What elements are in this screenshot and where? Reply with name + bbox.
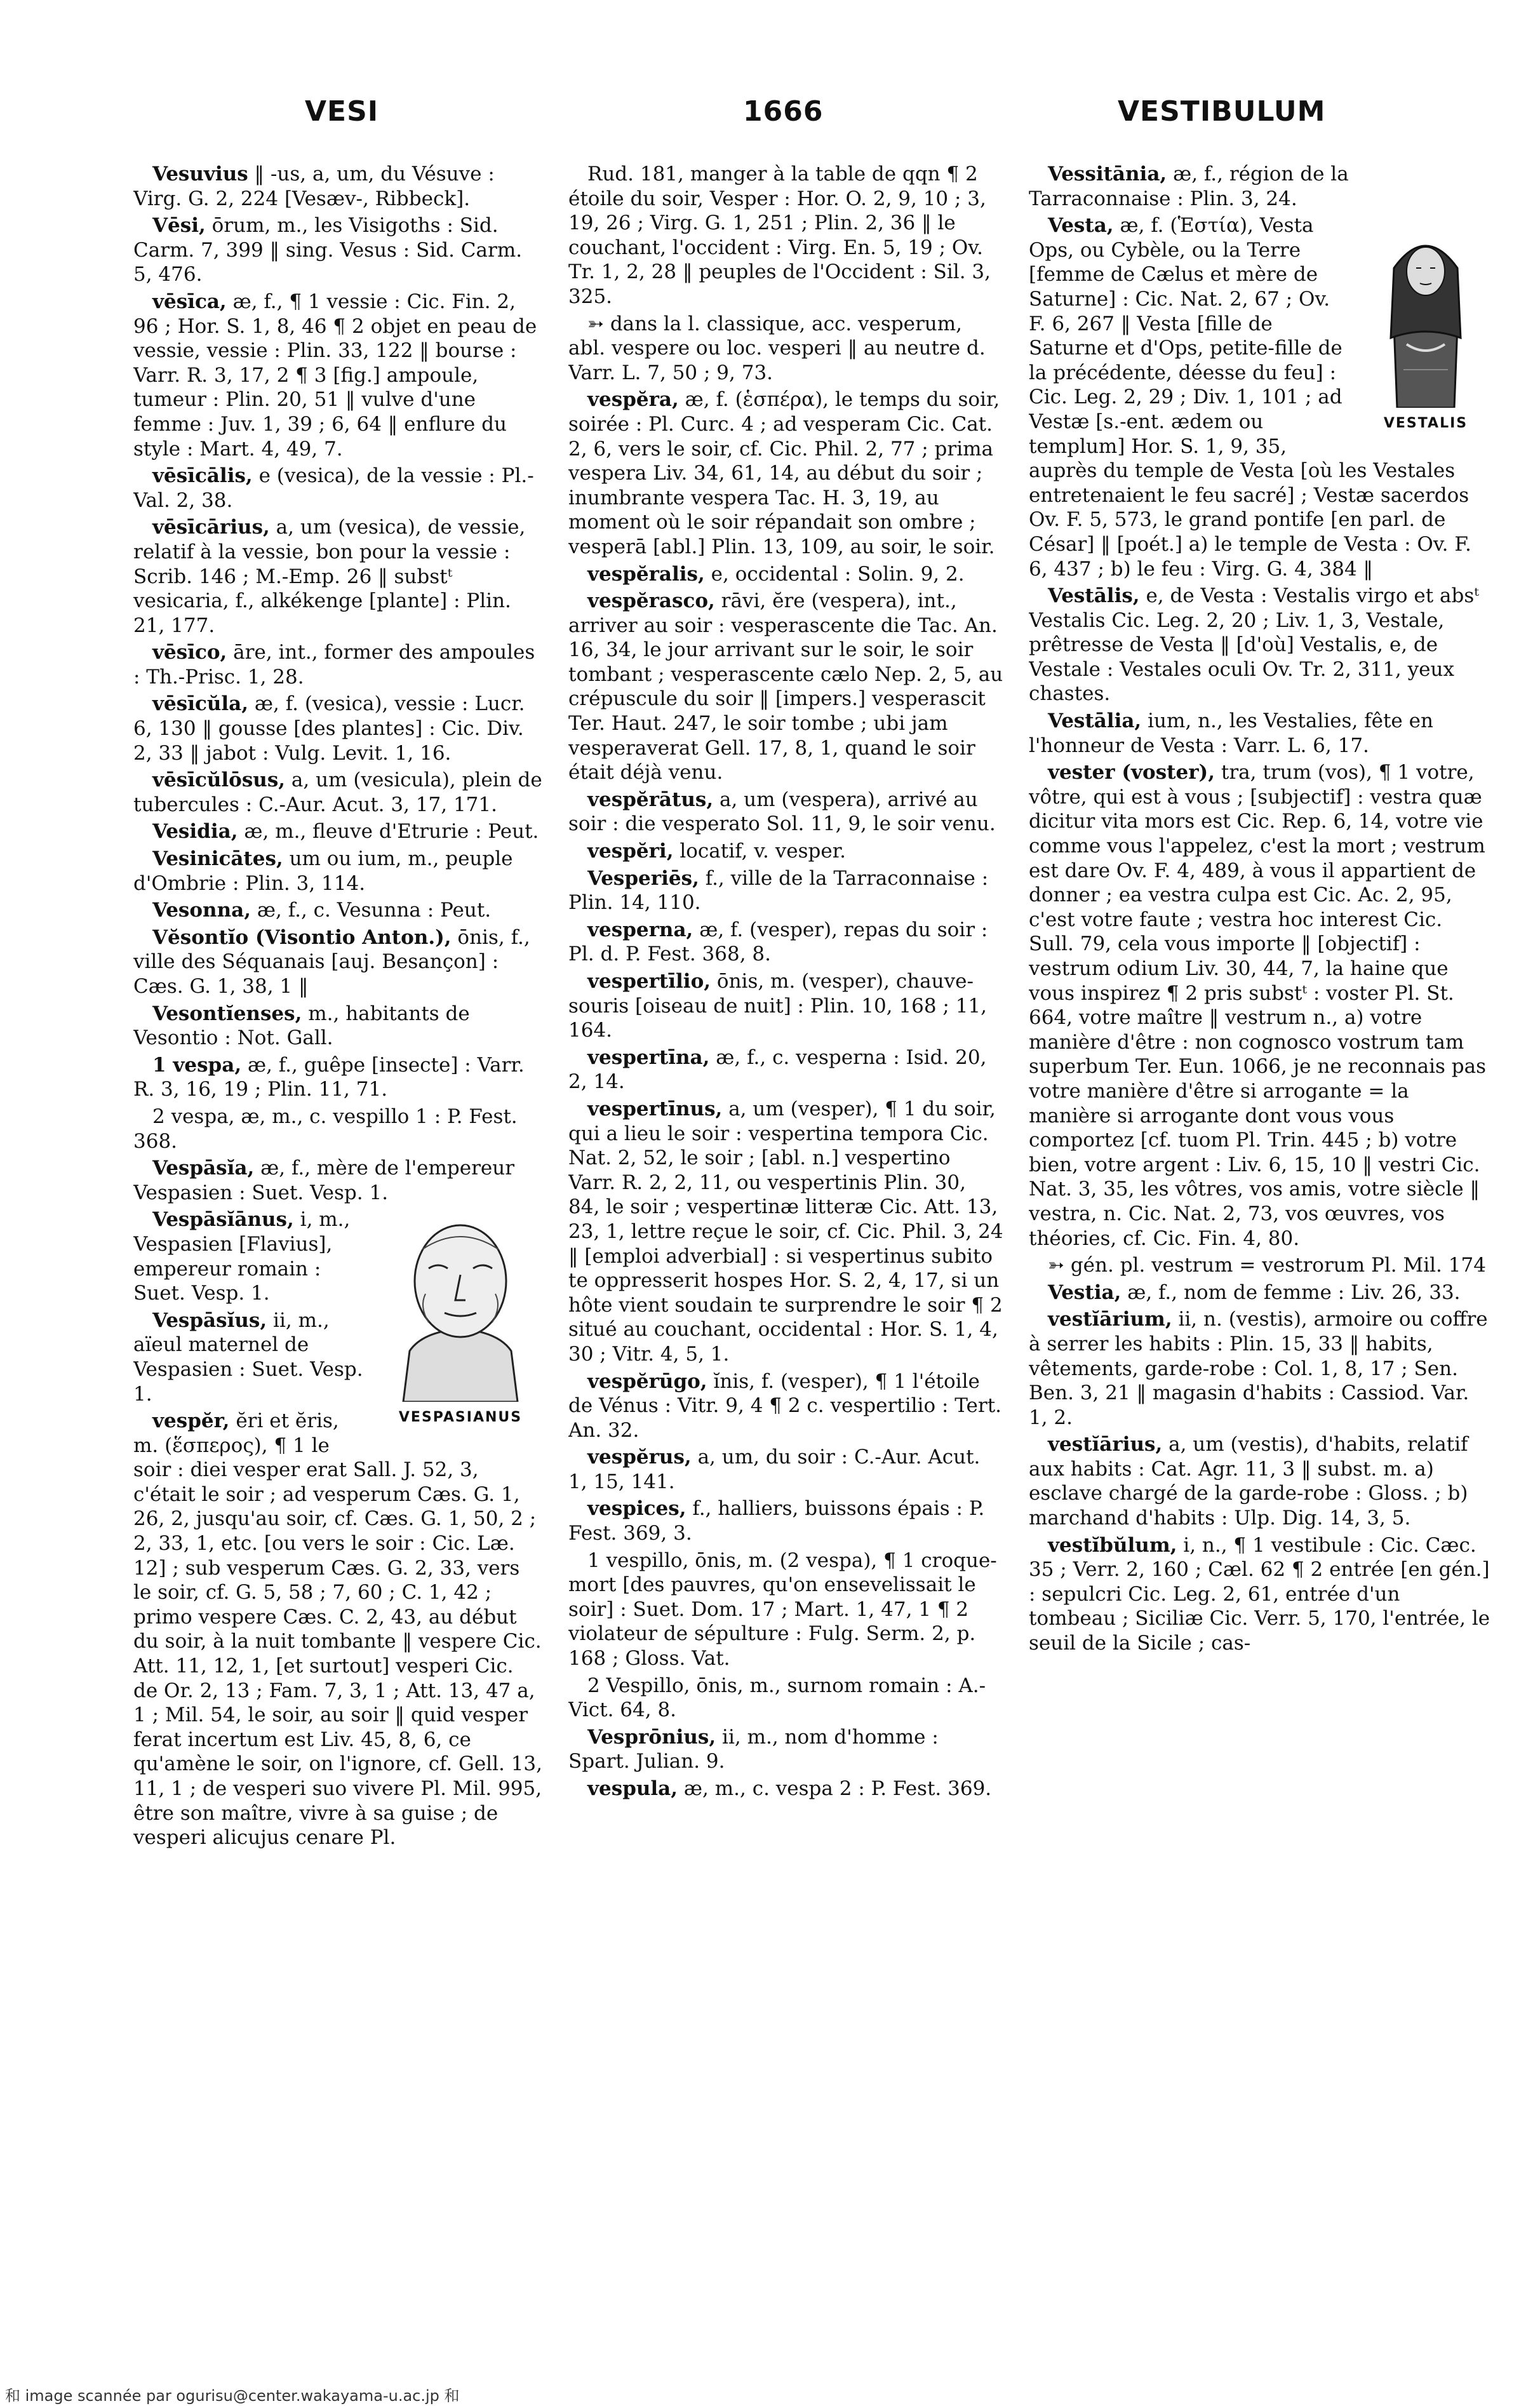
entry-headword: Vesperiēs, [587,866,699,890]
dictionary-entry [133,925,543,999]
scan-credit: 和 image scannée par ogurisu@center.wakayama-u.ac.jp 和 [5,2387,460,2405]
dictionary-entry [133,464,543,513]
dictionary-entry [568,1777,1003,1801]
entry-definition: a, um (vesicula), plein de tubercules : C.-Aur. Acut. 3, 17, 171. [133,769,542,816]
entry-definition: æ, m., c. vespa 2 : P. Fest. 369. [678,1777,992,1800]
dictionary-entry [133,1002,543,1051]
entry-definition: ➳ gén. pl. vestrum = vestrorum Pl. Mil. 174 [1048,1254,1486,1277]
entry-headword: Vestia, [1048,1280,1122,1304]
entry-definition: æ, f., c. Vesunna : Peut. [251,899,492,922]
dictionary-entry [133,1053,543,1102]
entry-headword: vespertīnus, [587,1097,723,1120]
entry-headword: vēsīcārius, [152,516,270,539]
entry-headword: Vessitānia, [1048,163,1167,185]
entry-headword: Vesidia, [152,820,238,843]
dictionary-entry [568,1674,1003,1723]
dictionary-entry [568,918,1003,967]
dictionary-entry [568,562,1003,587]
dictionary-entry [133,213,543,287]
dictionary-entry [1029,760,1492,1251]
entry-headword: Vĕsontĭo (Visontio Anton.), [152,925,452,949]
dictionary-entry [133,1105,543,1153]
entry-definition: f., halliers, buissons épais : P. Fest. 369, 3. [568,1497,985,1545]
dictionary-entry [568,839,1003,864]
vestalis-caption: VESTALIS [1383,415,1468,432]
dictionary-entry [133,898,543,923]
entry-definition: ii, m., aïeul maternel de Vespasien : Suet. Vesp. 1. [133,1308,363,1406]
dictionary-entry [568,1045,1003,1094]
dictionary-entry [1029,162,1492,211]
dictionary-entry [133,847,543,896]
entry-headword: vestĭbŭlum, [1048,1533,1177,1557]
entry-definition: ōrum, m., les Visigoths : Sid. Carm. 7, 399 ‖ sing. Vesus : Sid. Carm. 5, 476. [133,214,523,286]
dictionary-entry [568,1725,1003,1774]
column-left [133,162,543,2347]
entry-headword: vester (voster), [1048,761,1215,784]
dictionary-entry [1029,584,1492,706]
entry-definition: m., habitants de Vesontio : Not. Gall. [133,1002,470,1050]
dictionary-entry [568,589,1003,785]
dictionary-entry [568,1549,1003,1671]
dictionary-entry [133,819,543,844]
entry-headword: vestĭārius, [1048,1433,1163,1456]
vespasianus-bust-illustration [378,1211,543,1402]
entry-definition: āre, int., former des ampoules : Th.-Prisc. 1, 28. [133,641,535,689]
entry-definition: æ, m., fleuve d'Etrurie : Peut. [238,820,539,843]
dictionary-entry [1029,1432,1492,1530]
entry-headword: vēsīco, [152,641,227,664]
entry-headword: vespĕralis, [587,562,705,586]
entry-headword: Vesta, [1048,214,1114,238]
entry-definition: e, de Vesta : Vestalis virgo et absᵗ Vestalis Cic. Leg. 2, 20 ; Liv. 1, 3, Vestale, prêtresse de Vesta ‖ [d'où] Vestalis, e, de Vestale : Vestales oculi Ov. Tr. 2, 311, yeux chastes. [1029,584,1479,706]
vestalis-statue-figure [1359,217,1492,436]
vestalis-statue-illustration [1359,217,1492,408]
dictionary-entry [568,1097,1003,1367]
entry-definition: ōnis, m. (vesper), chauve-souris [oiseau de nuit] : Plin. 10, 168 ; 11, 164. [568,970,987,1042]
dictionary-entry [1029,1307,1492,1430]
entry-definition: a, um (vesica), de vessie, relatif à la vessie, bon pour la vessie : Scrib. 146 ; M.-Emp. 26 ‖ substᵗ vesicaria, f., alkékenge [plante] : Plin. 21, 177. [133,516,526,637]
entry-headword: Vestālia, [1048,709,1142,733]
entry-definition: æ, f., région de la Tarraconnaise : Plin. 3, 24. [1029,163,1349,210]
entry-headword: vespertīna, [587,1045,710,1069]
dictionary-entry [133,290,543,461]
entry-definition: a, um (vespera), arrivé au soir : die vesperato Sol. 11, 9, le soir venu. [568,788,996,836]
entry-definition: æ, f., guêpe [insecte] : Varr. R. 3, 16, 19 ; Plin. 11, 71. [133,1053,525,1101]
dictionary-entry [568,1369,1003,1443]
entry-headword: Vestālis, [1048,584,1140,608]
entry-headword: vespĕr, [152,1409,230,1433]
entry-definition: ➳ dans la l. classique, acc. vesperum, abl. vespere ou loc. vesperi ‖ au neutre d. Varr. L. 7, 50 ; 9, 73. [568,312,986,384]
dictionary-entry [133,162,543,211]
dictionary-entry [568,1496,1003,1545]
entry-definition: e (vesica), de la vessie : Pl.-Val. 2, 38. [133,464,534,512]
entry-headword: vespĕrus, [587,1446,692,1469]
entry-definition: 1 vespillo, ōnis, m. (2 vespa), ¶ 1 croque-mort [des pauvres, qu'on ensevelissait le soir] : Suet. Dom. 17 ; Mart. 1, 47, 1 ¶ 2 violateur de sépulture : Fulg. Serm. 2, p. 168 ; Gloss. Vat. [568,1549,997,1670]
entry-definition: æ, f. (vesper), repas du soir : Pl. d. P. Fest. 368, 8. [568,918,988,966]
entry-definition: tra, trum (vos), ¶ 1 votre, vôtre, qui est à vous ; [subjectif] : vestra quæ dicitur vita mors est Cic. Rep. 6, 14, votre vie comme vous l'appelez, c'est la mort ; vestrum est dare Ov. F. 4, 489, à vous il appartient de donner ; ea vestra culpa est Cic. Ac. 2, 95, c'est votre faute ; vestra hoc interest Cic. Sull. 79, cela vous importe ‖ [objectif] : vestrum odium Liv. 30, 44, 7, la haine que vous inspirez ¶ 2 pris substᵗ : voster Pl. St. 664, votre maître ‖ vestrum n., a) votre manière d'être : non cognosco vostrum tam superbum Ter. Eun. 1066, je ne reconnais pas votre manière d'être si arrogante = la manière si arrogante dont vous vous comportez [cf. tuom Pl. Trin. 445 ; b) votre bien, votre argent : Liv. 6, 15, 10 ‖ vestri Cic. Nat. 3, 35, les vôtres, vos amis, votre siècle ‖ vestra, n. Cic. Nat. 2, 73, vos œuvres, vos théories, cf. Cic. Fin. 4, 80. [1029,761,1487,1250]
entry-definition: a, um, du soir : C.-Aur. Acut. 1, 15, 141. [568,1446,981,1493]
entry-definition: e, occidental : Solin. 9, 2. [704,562,965,586]
entry-definition: æ, f., mère de l'empereur Vespasien : Suet. Vesp. 1. [133,1157,515,1204]
dictionary-entry [568,387,1003,559]
entry-definition: æ, f., ¶ 1 vessie : Cic. Fin. 2, 96 ; Hor. S. 1, 8, 46 ¶ 2 objet en peau de vessie, vessie : Plin. 33, 122 ‖ bourse : Varr. R. 3, 17, 2 ¶ 3 [fig.] ampoule, tumeur : Plin. 20, 51 ‖ vulve d'une femme : Juv. 1, 39 ; 6, 64 ‖ enflure du style : Mart. 4, 49, 7. [133,290,537,460]
column-right [1029,162,1492,2347]
entry-headword: Vesuvius [152,163,248,185]
entry-headword: vespĕrasco, [587,589,715,613]
entry-definition: ōnis, f., ville des Séquanais [auj. Besançon] : Cæs. G. 1, 38, 1 ‖ [133,925,530,998]
entry-headword: Vesinicātes, [152,847,283,871]
entry-headword: vēsīcŭlōsus, [152,769,286,792]
entry-definition: i, n., ¶ 1 vestibule : Cic. Cæc. 35 ; Verr. 2, 160 ; Cæl. 62 ¶ 2 entrée [en gén.] : sepulcri Cic. Leg. 2, 61, entrée d'un tombeau ; Siciliæ Cic. Verr. 5, 170, l'entrée, le seuil de la Sicile ; cas- [1029,1533,1490,1655]
running-header [0,95,1540,152]
entry-headword: vespula, [587,1777,678,1800]
vespasianus-bust-figure [378,1211,543,1430]
entry-headword: Vespāsĭus, [152,1308,267,1332]
dictionary-entry [1029,1280,1492,1305]
entry-headword: vespĕrātus, [587,788,714,811]
dictionary-entry [1029,1253,1492,1278]
column-middle [568,162,1003,2347]
dictionary-entry [568,969,1003,1043]
entry-headword: Vesontĭenses, [152,1002,302,1025]
entry-definition: Rud. 181, manger à la table de qqn ¶ 2 étoile du soir, Vesper : Hor. O. 2, 9, 10 ; 3, 19, 26 ; Virg. G. 1, 251 ; Plin. 2, 36 ‖ le couchant, l'occident : Virg. En. 5, 19 ; Ov. Tr. 1, 2, 28 ‖ peuples de l'Occident : Sil. 3, 325. [568,163,991,308]
dictionary-entry [568,866,1003,915]
dictionary-entry [1029,709,1492,758]
entry-definition: æ, f. (Ἑστία), Vesta Ops, ou Cybèle, ou la Terre [femme de Cælus et mère de Saturne] : Cic. Nat. 2, 67 ; Ov. F. 6, 267 ‖ Vesta [fille de Saturne et d'Ops, petite-fille de la précédente, déesse du feu] : Cic. Leg. 2, 29 ; Div. 1, 101 ; ad Vestæ [s.-ent. ædem ou templum] Hor. S. 1, 9, 35, auprès du temple de Vesta [où les Vestales entretenaient le feu sacré] ; Vestæ sacerdos Ov. F. 5, 573, le grand pontife [en parl. de César] ‖ [poét.] a) le temple de Vesta : Ov. F. 6, 437 ; b) le feu : Virg. G. 4, 384 ‖ [1029,214,1471,581]
entry-definition: 2 vespa, æ, m., c. vespillo 1 : P. Fest. 368. [133,1105,518,1153]
entry-definition: i, m., Vespasien [Flavius], empereur romain : Suet. Vesp. 1. [133,1208,351,1305]
entry-headword: vespĕrūgo, [587,1369,707,1393]
entry-definition: f., ville de la Tarraconnaise : Plin. 14, 110. [568,866,989,915]
entry-definition: æ, f. (ἑσπέρα), le temps du soir, soirée : Pl. Curc. 4 ; ad vesperam Cic. Cat. 2, 6, vers le soir, cf. Cic. Phil. 2, 77 ; prima vespera Liv. 34, 61, 14, au début du soir ; inumbrante vespera Tac. H. 3, 19, au moment où le soir répandait son ombre ; vesperā [abl.] Plin. 13, 109, au soir, le soir. [568,388,1000,558]
entry-headword: Vespāsĭānus, [152,1208,294,1232]
entry-headword: vestĭārium, [1048,1308,1172,1331]
dictionary-entry [568,162,1003,309]
entry-definition: æ, f., nom de femme : Liv. 26, 33. [1121,1280,1461,1304]
entry-headword: vēsīcālis, [152,464,253,488]
entry-headword: vespĕri, [587,840,674,863]
dictionary-entry [133,692,543,765]
entry-headword: vēsīca, [152,290,227,313]
entry-definition: æ, f., c. vesperna : Isid. 20, 2, 14. [568,1045,987,1094]
entry-headword: vespĕra, [587,388,679,412]
entry-headword: Vesonna, [152,899,251,922]
entry-headword: vespertīlio, [587,970,711,993]
entry-headword: 1 vespa, [152,1053,242,1077]
dictionary-entry [568,1445,1003,1494]
entry-headword: Vespāsĭa, [152,1157,255,1180]
header-right-word: VESTIBULUM [1118,95,1326,128]
entry-definition: a, um (vestis), d'habits, relatif aux habits : Cat. Agr. 11, 3 ‖ subst. m. a) esclave chargé de la garde-robe : Gloss. ; b) marchand d'habits : Ulp. Dig. 14, 3, 5. [1029,1433,1468,1530]
entry-definition: æ, f. (vesica), vessie : Lucr. 6, 130 ‖ gousse [des plantes] : Cic. Div. 2, 33 ‖ jabot : Vulg. Levit. 1, 16. [133,692,525,765]
entry-definition: rāvi, ĕre (vespera), int., arriver au soir : vesperascente die Tac. An. 16, 34, le jour arrivant sur le soir, le soir tombant ; vesperascente cælo Nep. 2, 5, au crépuscule du soir ‖ [impers.] vesperascit Ter. Haut. 247, le soir tombe ; ubi jam vesperaverat Gell. 17, 8, 1, quand le soir était déjà venu. [568,589,1003,784]
entry-definition: ĭnis, f. (vesper), ¶ 1 l'étoile de Vénus : Vitr. 9, 4 ¶ 2 c. vespertilio : Tert. An. 32. [568,1369,1002,1442]
dictionary-entry [1029,1533,1492,1656]
dictionary-entry [133,1409,543,1850]
entry-definition: ii, m., nom d'homme : Spart. Julian. 9. [568,1725,939,1773]
vespasianus-caption: VESPASIANUS [398,1409,523,1426]
dictionary-entry [568,312,1003,386]
dictionary-entry [133,1156,543,1205]
entry-definition: a, um (vesper), ¶ 1 du soir, qui a lieu le soir : vespertina tempora Cic. Nat. 2, 52, le soir ; [abl. n.] vespertino Varr. R. 2, 2, 11, ou vespertinis Plin. 30, 84, le soir ; vespertinæ litteræ Cic. Att. 13, 23, 1, lettre reçue le soir, cf. Cic. Phil. 3, 24 ‖ [emploi adverbial] : si vespertinus subito te oppresserit hospes Hor. S. 2, 4, 17, si un hôte vient soudain te surprendre le soir ¶ 2 situé au couchant, occidental : Hor. S. 1, 4, 30 ; Vitr. 4, 5, 1. [568,1097,1003,1366]
dictionary-entry [133,515,543,638]
entry-definition: locatif, v. vesper. [673,840,846,863]
entry-definition: ii, n. (vestis), armoire ou coffre à serrer les habits : Plin. 15, 33 ‖ habits, vêtements, garde-robe : Col. 1, 8, 17 ; Sen. Ben. 3, 21 ‖ magasin d'habits : Cassiod. Var. 1, 2. [1029,1308,1488,1429]
dictionary-entry [133,768,543,817]
entry-definition: ‖ -us, a, um, du Vésuve : Virg. G. 2, 224 [Vesæv-, Ribbeck]. [133,163,495,210]
entry-definition: 2 Vespillo, ōnis, m., surnom romain : A.-Vict. 64, 8. [568,1674,986,1722]
entry-headword: Vesprōnius, [587,1725,716,1749]
entry-definition: ium, n., les Vestalies, fête en l'honneur de Vesta : Varr. L. 6, 17. [1029,709,1433,757]
entry-headword: vesperna, [587,918,693,941]
header-left-word: VESI [305,95,379,128]
entry-headword: vespices, [587,1497,686,1521]
dictionary-entry [568,788,1003,837]
entry-headword: Vēsi, [152,214,206,238]
entry-definition: um ou ium, m., peuple d'Ombrie : Plin. 3, 114. [133,847,513,895]
dictionary-entry [133,640,543,689]
entry-definition: ĕri et ĕris, m. (ἕσπερος), ¶ 1 le soir : diei vesper erat Sall. J. 52, 3, c'était le soir ; ad vesperum Cæs. G. 1, 26, 2, jusqu'au soir, cf. Cæs. G. 1, 50, 2 ; 2, 33, 1, etc. [ou vers le soir : Cic. Læ. 12] ; sub vesperum Cæs. G. 2, 33, vers le soir, cf. G. 5, 58 ; 7, 60 ; C. 1, 42 ; primo vespere Cæs. C. 2, 43, au début du soir, à la nuit tombante ‖ vespere Cic. Att. 11, 12, 1, [et surtout] vesperi Cic. de Or. 2, 13 ; Fam. 7, 3, 1 ; Att. 13, 47 a, 1 ; Mil. 54, le soir, au soir ‖ quid vesper ferat incertum est Liv. 45, 8, 6, ce qu'amène le soir, on l'ignore, cf. Gell. 13, 11, 1 ; de vesperi suo vivere Pl. Mil. 995, être son maître, vivre à sa guise ; de vesperi alicujus cenare Pl. [133,1409,543,1850]
entry-headword: vēsīcŭla, [152,692,249,716]
page-number: 1666 [743,95,824,128]
